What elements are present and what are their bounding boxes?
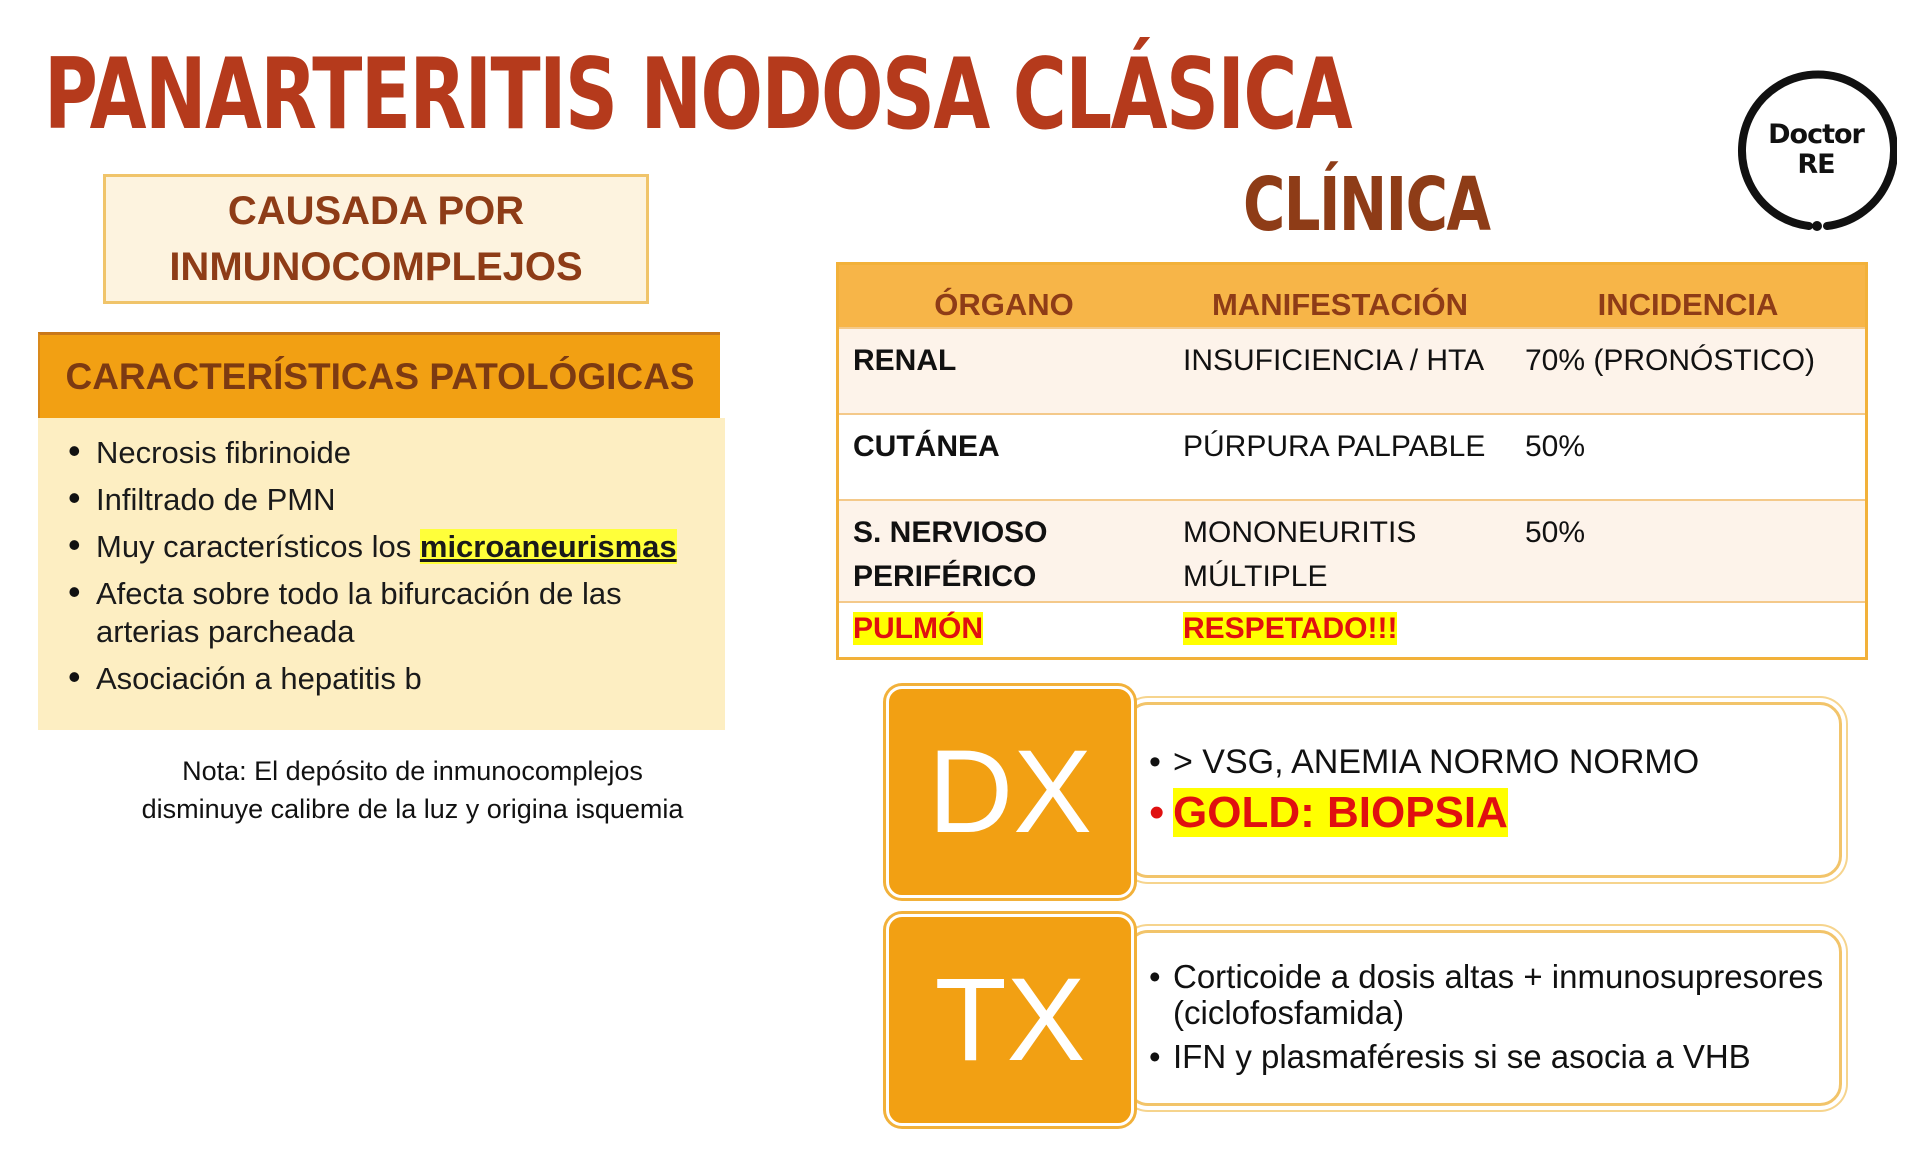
table-header-row	[838, 264, 1867, 329]
organ-line-1: S. NERVIOSO	[853, 516, 1048, 549]
tx-label: TX	[934, 954, 1086, 1086]
organ-cell: CUTÁNEA	[838, 414, 1170, 500]
logo-line-1: Doctor	[1768, 119, 1864, 150]
doctor-re-logo	[1735, 70, 1897, 232]
feature-item	[68, 528, 713, 566]
highlighted-term: microaneurismas	[419, 529, 677, 564]
organ-cell	[838, 500, 1170, 602]
dx-item-gold	[1149, 785, 1699, 841]
dx-list	[1149, 739, 1699, 841]
dx-label-box	[886, 686, 1134, 898]
dx-item: • > VSG, ANEMIA NORMO NORMO	[1149, 739, 1699, 785]
column-header-manifestation: MANIFESTACIÓN	[1169, 264, 1511, 329]
logo-line-2: RE	[1797, 149, 1835, 180]
note-text	[100, 752, 725, 828]
incidence-cell: 70% (PRONÓSTICO)	[1511, 328, 1867, 414]
cause-box	[103, 174, 649, 304]
note-line-2: disminuye calibre de la luz y origina isquemia	[141, 794, 684, 824]
features-panel	[38, 418, 725, 730]
features-list	[68, 434, 713, 698]
feature-item-text: Muy característicos los	[96, 529, 420, 564]
table-row	[838, 414, 1867, 500]
manifestation-line-2: MÚLTIPLE	[1183, 560, 1328, 593]
cause-line-2: INMUNOCOMPLEJOS	[169, 245, 583, 289]
manifestation-cell	[1169, 500, 1511, 602]
column-header-incidence: INCIDENCIA	[1511, 264, 1867, 329]
dx-label: DX	[928, 726, 1092, 858]
cause-text	[169, 183, 582, 295]
incidence-cell	[1511, 602, 1867, 658]
tx-item: • Corticoide a dosis altas + inmunosupresores (ciclofosfamida)	[1149, 959, 1839, 1031]
organ-cell: RENAL	[838, 328, 1170, 414]
page-title: PANARTERITIS NODOSA CLÁSICA	[44, 38, 1352, 152]
tx-item: • IFN y plasmaféresis si se asocia a VHB	[1149, 1039, 1839, 1075]
table-row	[838, 328, 1867, 414]
organ-highlight: PULMÓN	[853, 612, 983, 645]
feature-item: • Afecta sobre todo la bifurcación de las arterias parcheada	[68, 575, 713, 651]
gold-standard-text: GOLD: BIOPSIA	[1173, 788, 1508, 837]
column-header-organ: ÓRGANO	[838, 264, 1170, 329]
table-row	[838, 602, 1867, 658]
tx-list	[1149, 959, 1839, 1083]
organ-cell	[838, 602, 1170, 658]
incidence-cell: 50%	[1511, 414, 1867, 500]
tx-content-box	[1126, 930, 1842, 1106]
manifestation-cell: PÚRPURA PALPABLE	[1169, 414, 1511, 500]
features-header-text: CARACTERÍSTICAS PATOLÓGICAS	[65, 355, 695, 397]
table-row	[838, 500, 1867, 602]
manifestation-line-1: MONONEURITIS	[1183, 516, 1417, 549]
logo-text	[1735, 120, 1897, 180]
clinica-title: CLÍNICA	[1243, 162, 1490, 248]
feature-item: • Infiltrado de PMN	[68, 481, 713, 519]
clinica-table	[836, 262, 1868, 660]
tx-label-box	[886, 914, 1134, 1126]
dx-content-box	[1126, 702, 1842, 878]
feature-item: • Asociación a hepatitis b	[68, 660, 713, 698]
manifestation-cell	[1169, 602, 1511, 658]
cause-line-1: CAUSADA POR	[227, 189, 525, 233]
features-header	[38, 332, 720, 418]
manifestation-highlight: RESPETADO!!!	[1183, 612, 1398, 645]
organ-line-2: PERIFÉRICO	[853, 560, 1037, 593]
manifestation-cell: INSUFICIENCIA / HTA	[1169, 328, 1511, 414]
note-line-1: Nota: El depósito de inmunocomplejos	[182, 756, 643, 786]
incidence-cell: 50%	[1511, 500, 1867, 602]
feature-item: • Necrosis fibrinoide	[68, 434, 713, 472]
